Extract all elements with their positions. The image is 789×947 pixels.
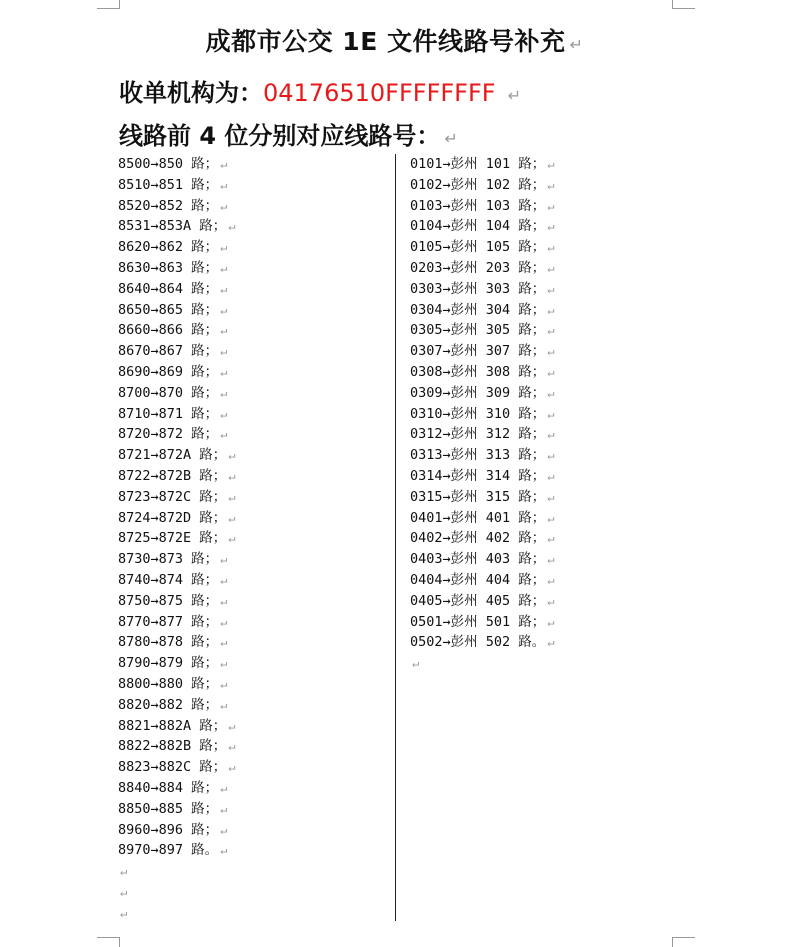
route-mapping-text: 8740→874 路； — [118, 571, 219, 588]
route-mapping-row — [118, 778, 236, 799]
route-mapping-text: 0105→彭州 105 路； — [410, 239, 546, 256]
route-mapping-text: 8850→885 路； — [118, 800, 219, 817]
route-mapping-row — [118, 404, 236, 425]
paragraph-mark-icon: ↵ — [547, 614, 555, 629]
route-mapping-text: 8724→872D 路； — [118, 509, 227, 526]
route-mapping-row — [118, 799, 236, 820]
paragraph-mark-icon: ↵ — [228, 448, 236, 463]
paragraph-mark-icon: ↵ — [220, 593, 228, 608]
route-mapping-text: 8721→872A 路； — [118, 447, 227, 464]
paragraph-mark-icon: ↵ — [220, 406, 228, 421]
route-mapping-text: 0313→彭州 313 路； — [410, 447, 546, 464]
route-mapping-text: 8723→872C 路； — [118, 488, 227, 505]
route-mapping-row — [118, 861, 236, 882]
paragraph-mark-icon: ↵ — [547, 468, 555, 483]
document-title-text: 成都市公交 1E 文件线路号补充 — [205, 27, 566, 56]
paragraph-mark-icon: ↵ — [547, 427, 555, 442]
paragraph-mark-icon: ↵ — [228, 739, 236, 754]
paragraph-mark-icon: ↵ — [547, 448, 555, 463]
route-mapping-row — [118, 736, 236, 757]
paragraph-mark-icon: ↵ — [220, 697, 228, 712]
route-mapping-row — [118, 424, 236, 445]
route-mapping-row — [118, 320, 236, 341]
paragraph-mark-icon: ↵ — [220, 427, 228, 442]
route-mapping-row — [410, 612, 555, 633]
paragraph-mark-icon: ↵ — [547, 552, 555, 567]
route-mapping-row — [118, 716, 236, 737]
route-mapping-text: 8520→852 路； — [118, 197, 219, 214]
paragraph-mark-icon: ↵ — [547, 406, 555, 421]
route-mapping-row — [410, 487, 555, 508]
route-mapping-row — [410, 424, 555, 445]
paragraph-mark-icon: ↵ — [547, 219, 555, 234]
route-mapping-row — [410, 300, 555, 321]
route-mapping-row — [410, 362, 555, 383]
route-mapping-row — [410, 258, 555, 279]
route-mapping-text: 0314→彭州 314 路； — [410, 467, 546, 484]
route-mapping-text: 8531→853A 路； — [118, 218, 227, 235]
column-divider — [395, 154, 396, 921]
paragraph-mark-icon: ↵ — [547, 385, 555, 400]
paragraph-mark-icon: ↵ — [547, 510, 555, 525]
paragraph-mark-icon: ↵ — [228, 531, 236, 546]
route-mapping-row — [118, 674, 236, 695]
paragraph-mark-icon: ↵ — [547, 489, 555, 504]
paragraph-mark-icon: ↵ — [220, 157, 228, 171]
route-mapping-text: 8722→872B 路； — [118, 467, 227, 484]
route-mapping-row — [118, 820, 236, 841]
route-mapping-text: 8700→870 路； — [118, 384, 219, 401]
paragraph-mark-icon: ↵ — [220, 240, 228, 255]
paragraph-mark-icon: ↵ — [220, 552, 228, 567]
paragraph-mark-icon: ↵ — [220, 364, 228, 379]
paragraph-mark-icon: ↵ — [547, 323, 555, 338]
route-mapping-text: 0103→彭州 103 路； — [410, 197, 546, 214]
receiver-label: 收单机构为： — [119, 79, 263, 107]
route-mapping-row — [410, 154, 555, 175]
route-mapping-text: 8800→880 路； — [118, 675, 219, 692]
paragraph-mark-icon: ↵ — [220, 260, 228, 275]
route-mapping-row — [410, 320, 555, 341]
right-route-column — [410, 154, 555, 674]
route-mapping-text: 8770→877 路； — [118, 613, 219, 630]
paragraph-mark-icon: ↵ — [547, 281, 555, 296]
route-mapping-text: 0303→彭州 303 路； — [410, 280, 546, 297]
route-mapping-row — [410, 632, 555, 653]
subtitle-text: 线路前 4 位分别对应线路号： — [119, 122, 441, 150]
route-mapping-text: 0501→彭州 501 路； — [410, 613, 546, 630]
receiver-line — [119, 73, 521, 108]
paragraph-mark-icon: ↵ — [547, 177, 555, 192]
route-mapping-row — [118, 196, 236, 217]
route-mapping-row — [118, 757, 236, 778]
paragraph-mark-icon: ↵ — [220, 635, 228, 650]
paragraph-mark-icon: ↵ — [228, 510, 236, 525]
route-mapping-row — [410, 196, 555, 217]
route-mapping-row — [410, 175, 555, 196]
route-mapping-row — [410, 466, 555, 487]
route-mapping-row — [410, 653, 555, 674]
paragraph-mark-icon: ↵ — [220, 801, 228, 816]
route-mapping-text: 0305→彭州 305 路； — [410, 322, 546, 339]
paragraph-mark-icon: ↵ — [547, 198, 555, 213]
route-mapping-text: 0304→彭州 304 路； — [410, 301, 546, 318]
route-mapping-text: 8730→873 路； — [118, 551, 219, 568]
paragraph-mark-icon: ↵ — [220, 780, 228, 795]
paragraph-mark-icon: ↵ — [220, 572, 228, 587]
route-mapping-text: 0404→彭州 404 路； — [410, 571, 546, 588]
route-mapping-text: 8630→863 路； — [118, 259, 219, 276]
route-mapping-row — [118, 362, 236, 383]
route-mapping-text: 0309→彭州 309 路； — [410, 384, 546, 401]
route-mapping-text: 0403→彭州 403 路； — [410, 551, 546, 568]
route-mapping-text: 0203→彭州 203 路； — [410, 259, 546, 276]
route-mapping-text: 8790→879 路； — [118, 655, 219, 672]
route-mapping-row — [410, 383, 555, 404]
route-mapping-row — [410, 404, 555, 425]
route-mapping-row — [118, 487, 236, 508]
paragraph-mark-icon: ↵ — [220, 198, 228, 213]
route-mapping-row — [410, 445, 555, 466]
route-mapping-text: 0308→彭州 308 路； — [410, 363, 546, 380]
route-mapping-row — [118, 258, 236, 279]
paragraph-mark-icon: ↵ — [220, 822, 228, 837]
route-mapping-text: 0102→彭州 102 路； — [410, 176, 546, 193]
route-mapping-row — [410, 549, 555, 570]
route-mapping-row — [118, 216, 236, 237]
route-mapping-text: 8510→851 路； — [118, 176, 219, 193]
paragraph-mark-icon: ↵ — [547, 260, 555, 275]
route-mapping-text: 0315→彭州 315 路； — [410, 488, 546, 505]
paragraph-mark-icon: ↵ — [547, 593, 555, 608]
route-mapping-text: 8725→872E 路； — [118, 530, 227, 547]
paragraph-mark-icon: ↵ — [228, 718, 236, 733]
route-mapping-text: 0104→彭州 104 路； — [410, 218, 546, 235]
paragraph-mark-icon: ↵ — [220, 656, 228, 671]
route-mapping-row — [118, 466, 236, 487]
route-mapping-row — [410, 528, 555, 549]
route-mapping-text: 8720→872 路； — [118, 426, 219, 443]
route-mapping-text: 0405→彭州 405 路； — [410, 592, 546, 609]
receiver-value: 04176510FFFFFFFF — [263, 79, 496, 107]
route-mapping-row — [118, 570, 236, 591]
crop-mark-top-left — [97, 0, 120, 9]
route-mapping-row — [118, 528, 236, 549]
route-mapping-text: 8660→866 路； — [118, 322, 219, 339]
route-mapping-text: 0310→彭州 310 路； — [410, 405, 546, 422]
route-mapping-text: 8500→850 路； — [118, 156, 219, 172]
paragraph-mark-icon: ↵ — [220, 302, 228, 317]
route-mapping-text: 8820→882 路； — [118, 696, 219, 713]
route-mapping-row — [118, 632, 236, 653]
route-mapping-text: 8640→864 路； — [118, 280, 219, 297]
route-mapping-text: 8780→878 路； — [118, 634, 219, 651]
paragraph-mark-icon: ↵ — [547, 157, 555, 171]
route-mapping-row — [410, 216, 555, 237]
route-mapping-row — [118, 612, 236, 633]
route-mapping-row — [118, 154, 236, 175]
paragraph-mark-icon: ↵ — [547, 240, 555, 255]
paragraph-mark-icon: ↵ — [228, 219, 236, 234]
paragraph-mark-icon: ↵ — [547, 531, 555, 546]
left-route-column — [118, 154, 236, 923]
route-mapping-row — [410, 237, 555, 258]
route-mapping-text: 8750→875 路； — [118, 592, 219, 609]
route-mapping-text: 8821→882A 路； — [118, 717, 227, 734]
route-mapping-row — [118, 695, 236, 716]
paragraph-mark-icon: ↵ — [228, 489, 236, 504]
route-mapping-row — [118, 653, 236, 674]
route-mapping-text: 0101→彭州 101 路； — [410, 156, 546, 172]
paragraph-mark-icon: ↵ — [220, 344, 228, 359]
subtitle-line — [119, 116, 458, 151]
paragraph-mark-icon: ↵ — [547, 302, 555, 317]
route-mapping-row — [118, 549, 236, 570]
paragraph-mark-icon: ↵ — [547, 344, 555, 359]
paragraph-mark-icon: ↵ — [547, 572, 555, 587]
route-mapping-row — [118, 903, 236, 924]
route-mapping-row — [118, 591, 236, 612]
document-title — [0, 22, 789, 58]
route-mapping-row — [118, 175, 236, 196]
route-mapping-text: 8670→867 路； — [118, 343, 219, 360]
paragraph-mark-icon: ↵ — [228, 468, 236, 483]
route-mapping-row — [118, 279, 236, 300]
route-mapping-row — [410, 341, 555, 362]
route-mapping-text: 8710→871 路； — [118, 405, 219, 422]
route-mapping-text: 8650→865 路； — [118, 301, 219, 318]
paragraph-mark-icon: ↵ — [547, 364, 555, 379]
paragraph-mark-icon: ↵ — [228, 760, 236, 775]
paragraph-mark-icon: ↵ — [444, 129, 458, 148]
route-mapping-row — [118, 237, 236, 258]
paragraph-mark-icon: ↵ — [220, 323, 228, 338]
route-mapping-row — [410, 508, 555, 529]
route-mapping-text: 8690→869 路； — [118, 363, 219, 380]
paragraph-mark-icon: ↵ — [220, 281, 228, 296]
route-mapping-text: 0402→彭州 402 路； — [410, 530, 546, 547]
paragraph-mark-icon: ↵ — [120, 864, 128, 879]
route-mapping-row — [118, 840, 236, 861]
route-mapping-text: 0502→彭州 502 路。 — [410, 634, 546, 651]
paragraph-mark-icon: ↵ — [120, 884, 128, 899]
route-mapping-row — [118, 383, 236, 404]
route-mapping-row — [410, 279, 555, 300]
crop-mark-top-right — [672, 0, 695, 9]
route-mapping-text: 8960→896 路； — [118, 821, 219, 838]
route-mapping-row — [118, 341, 236, 362]
route-mapping-row — [410, 570, 555, 591]
route-mapping-row — [410, 591, 555, 612]
paragraph-mark-icon: ↵ — [220, 614, 228, 629]
route-mapping-text: 8822→882B 路； — [118, 738, 227, 755]
route-mapping-row — [118, 508, 236, 529]
paragraph-mark-icon: ↵ — [220, 177, 228, 192]
route-mapping-text: 8840→884 路； — [118, 779, 219, 796]
paragraph-mark-icon: ↵ — [220, 385, 228, 400]
paragraph-mark-icon: ↵ — [220, 843, 228, 858]
route-mapping-text: 0307→彭州 307 路； — [410, 343, 546, 360]
route-mapping-text: 8970→897 路。 — [118, 842, 219, 859]
route-mapping-text: 8823→882C 路； — [118, 759, 227, 776]
paragraph-mark-icon: ↵ — [569, 35, 584, 54]
route-mapping-text: 0401→彭州 401 路； — [410, 509, 546, 526]
route-mapping-text: 8620→862 路； — [118, 239, 219, 256]
route-mapping-text: 0312→彭州 312 路； — [410, 426, 546, 443]
route-mapping-row — [118, 882, 236, 903]
paragraph-mark-icon: ↵ — [120, 905, 128, 920]
paragraph-mark-icon: ↵ — [507, 86, 521, 105]
paragraph-mark-icon: ↵ — [220, 676, 228, 691]
paragraph-mark-icon: ↵ — [547, 635, 555, 650]
paragraph-mark-icon: ↵ — [412, 656, 420, 671]
route-mapping-row — [118, 300, 236, 321]
route-mapping-row — [118, 445, 236, 466]
